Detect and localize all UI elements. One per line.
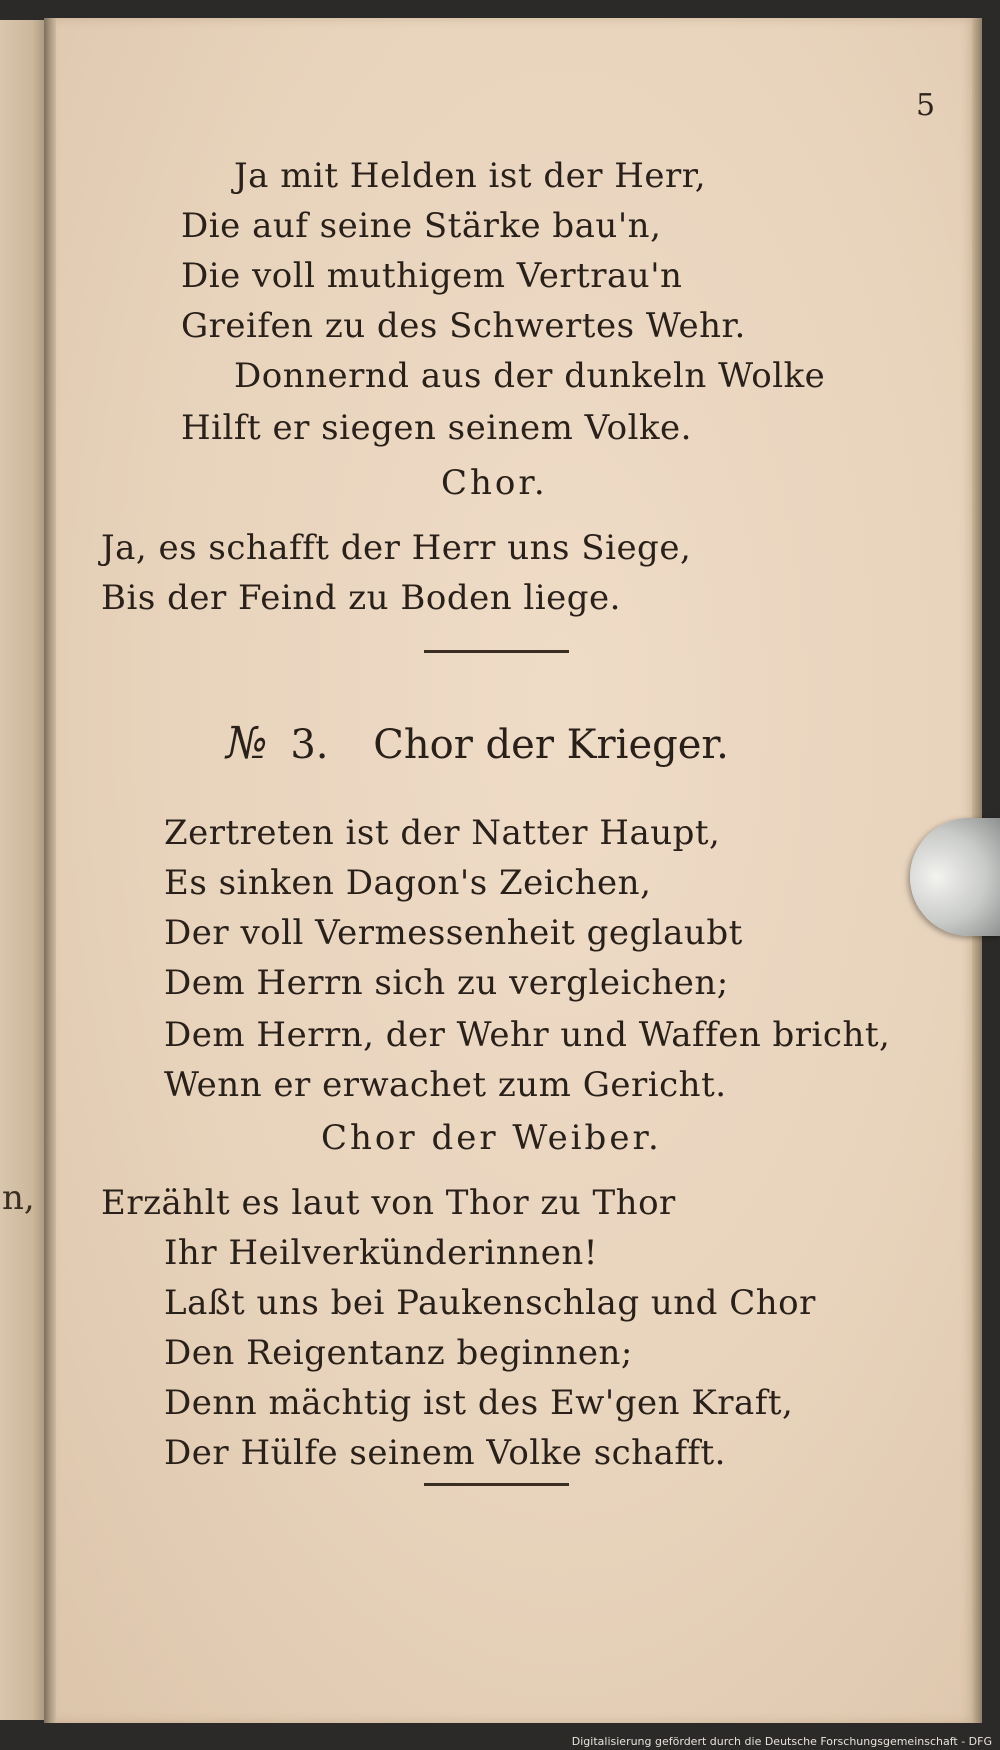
verse-line: Ja mit Helden ist der Herr, (234, 156, 707, 196)
verse-line: Denn mächtig ist des Ew'gen Kraft, (164, 1383, 794, 1423)
verse-line: Der voll Vermessenheit geglaubt (164, 913, 743, 953)
verse-line: Dem Herrn sich zu vergleichen; (164, 963, 729, 1003)
divider-rule (424, 650, 569, 653)
left-page-edge (0, 20, 46, 1720)
verse-line: Donnernd aus der dunkeln Wolke (234, 356, 826, 396)
section-title (226, 718, 729, 769)
verse-line: Greifen zu des Schwertes Wehr. (181, 306, 746, 346)
divider-rule-bottom (424, 1483, 569, 1486)
verse-line: Bis der Feind zu Boden liege. (101, 578, 621, 618)
verse-line: Es sinken Dagon's Zeichen, (164, 863, 652, 903)
verse-line: Hilft er siegen seinem Volke. (181, 408, 692, 448)
verse-line: Dem Herrn, der Wehr und Waffen bricht, (164, 1015, 891, 1055)
left-page-fragment: n, (2, 1178, 35, 1218)
section-number: 3. (290, 722, 329, 768)
verse-line: Wenn er erwachet zum Gericht. (164, 1065, 727, 1105)
chor-weiber-heading: Chor der Weiber. (321, 1118, 662, 1158)
page-number: 5 (916, 88, 936, 123)
section-title-text: Chor der Krieger. (373, 722, 729, 768)
verse-line: Erzählt es laut von Thor zu Thor (101, 1183, 676, 1223)
numero-sign: № (226, 718, 268, 769)
footer-credit: Digitalisierung gefördert durch die Deutsche Forschungsgemeinschaft - DFG (571, 1735, 992, 1748)
chor-heading: Chor. (441, 463, 548, 503)
verse-line: Der Hülfe seinem Volke schafft. (164, 1433, 726, 1473)
verse-line: Den Reigentanz beginnen; (164, 1333, 633, 1373)
verse-line: Laßt uns bei Paukenschlag und Chor (164, 1283, 816, 1323)
verse-line: Die voll muthigem Vertrau'n (181, 256, 683, 296)
book-page (56, 18, 976, 1723)
verse-line: Zertreten ist der Natter Haupt, (164, 813, 721, 853)
verse-line: Ja, es schafft der Herr uns Siege, (101, 528, 692, 568)
verse-line: Die auf seine Stärke bau'n, (181, 206, 662, 246)
verse-line: Ihr Heilverkünderinnen! (164, 1233, 598, 1273)
